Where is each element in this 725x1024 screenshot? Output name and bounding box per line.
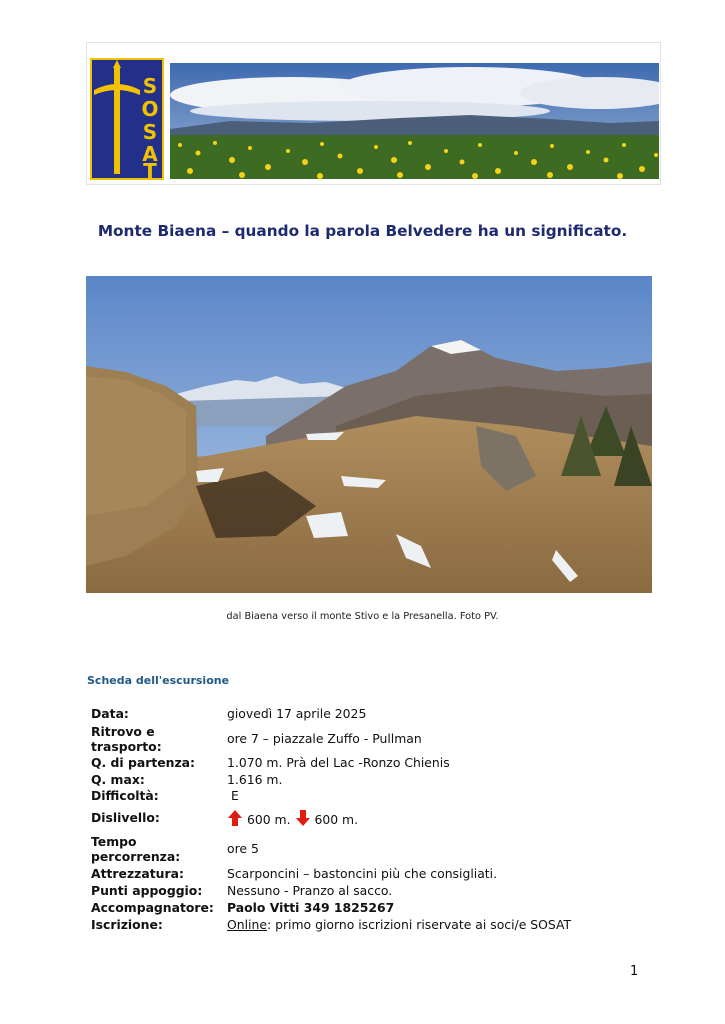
svg-text:A: A [142,142,158,166]
page-title: Monte Biaena – quando la parola Belvedere ha un significato. [97,222,628,240]
dislivello-down: 600 m. [314,811,359,827]
arrow-down-icon [295,809,311,827]
online-link[interactable]: Online [227,917,267,932]
section-title: Scheda dell'escursione [87,674,230,687]
svg-text:S: S [142,74,158,98]
row-dislivello [86,803,632,832]
label-qmax: Q. max: [91,771,145,787]
value-ritrovo: ore 7 – piazzale Zuffo - Pullman [227,731,422,746]
iscrizione-text: : primo giorno iscrizioni riservate ai soci/e SOSAT [266,917,572,932]
label-accompagnatore: Accompagnatore: [91,900,214,915]
label-tempo: Tempo percorrenza: [91,833,181,864]
label-appoggio: Punti appoggio: [91,883,203,898]
row-qmax [86,771,632,787]
value-appoggio: Nessuno - Pranzo al sacco. [227,883,393,898]
value-dislivello [222,803,632,832]
row-tempo [86,832,632,865]
row-iscrizione [86,916,632,933]
value-difficolta: E [230,787,239,803]
dislivello-up: 600 m. [246,811,291,827]
value-data: giovedì 17 aprile 2025 [227,705,367,721]
label-attrezzatura: Attrezzatura: [91,866,184,881]
value-iscrizione [222,916,632,933]
svg-text:S: S [142,120,158,144]
value-qmax: 1.616 m. [227,771,283,787]
page-number: 1 [630,964,639,979]
svg-text:T: T [143,159,157,180]
value-accompagnatore: Paolo Vitti 349 1825267 [227,900,395,915]
header-banner [86,42,661,185]
banner-photo [170,63,659,179]
arrow-up-icon [227,809,243,827]
label-data: Data: [91,705,129,721]
row-attrezzatura [86,865,632,882]
value-partenza: 1.070 m. Prà del Lac -Ronzo Chienis [227,755,450,770]
label-ritrovo: Ritrovo e trasporto: [91,723,162,754]
value-attrezzatura: Scarponcini – bastoncini più che consigliati. [227,866,498,881]
row-partenza [86,754,632,771]
sosat-logo [90,58,164,180]
row-data [86,703,632,723]
value-tempo: ore 5 [227,841,259,856]
label-dislivello: Dislivello: [91,810,160,825]
svg-text:O: O [141,97,159,121]
row-difficolta [86,787,632,803]
label-partenza: Q. di partenza: [91,755,196,770]
row-appoggio [86,882,632,899]
label-difficolta: Difficoltà: [91,787,159,803]
excursion-details-table [86,703,632,933]
photo-caption: dal Biaena verso il monte Stivo e la Presanella. Foto PV. [226,611,499,622]
row-accompagnatore [86,899,632,916]
label-iscrizione: Iscrizione: [91,917,163,932]
row-ritrovo [86,723,632,754]
main-photo [86,276,652,593]
